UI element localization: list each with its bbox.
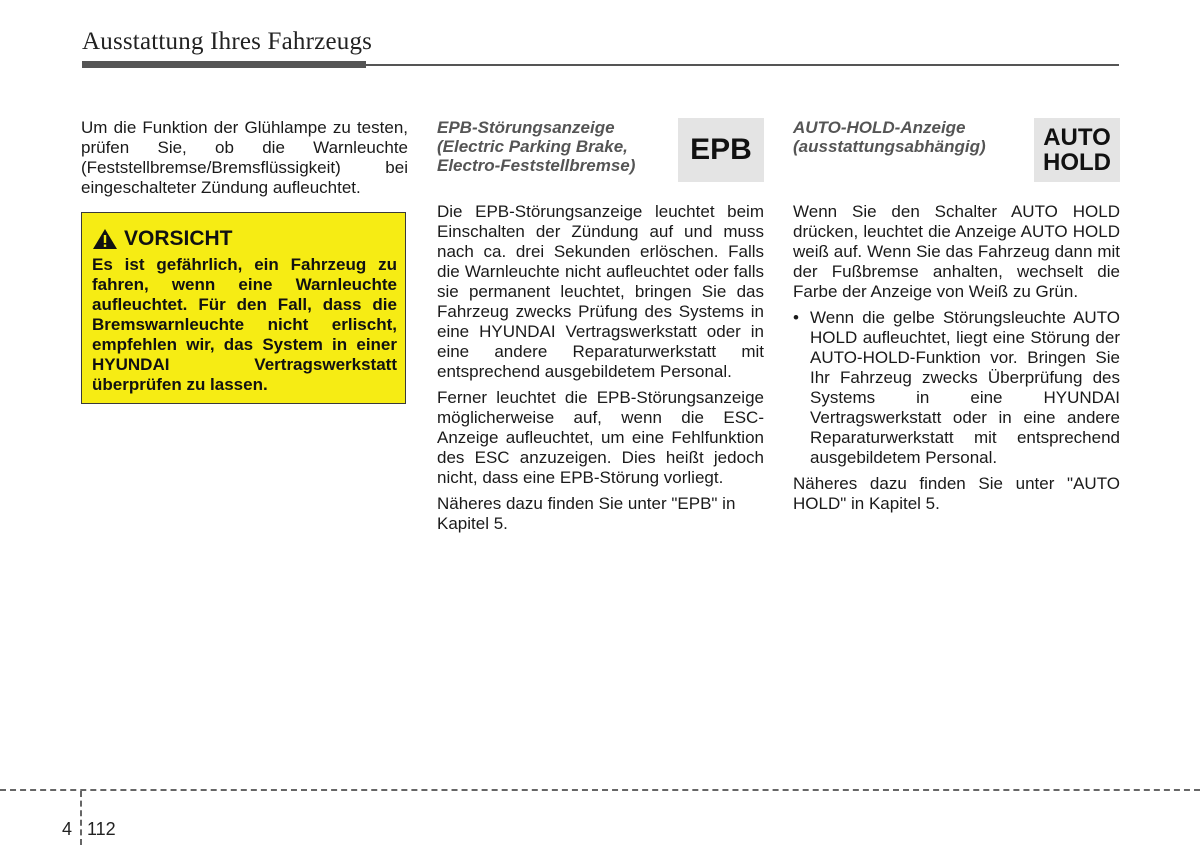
page-number: 112 [87,819,116,839]
header-rule-thin [366,64,1119,66]
footer-dashed-rule [0,789,1200,791]
header-rule-thick [82,61,366,68]
warning-box [81,212,406,404]
autohold-bullet-item [793,308,1120,468]
chapter-number: 4 [62,819,73,839]
epb-paragraph-2: Ferner leuchtet die EPB-Störungsanzeige möglicherweise auf, wenn die ESC-Anzeige aufleuchtet, um eine Fehlfunktion des ESC anzuzeigen. Dies heißt jedoch nicht, dass eine EPB-Störung vorliegt. [437,388,764,487]
column-1 [81,118,408,204]
footer-dashed-divider [80,791,82,845]
warning-header [92,227,233,251]
epb-indicator-icon: EPB [678,118,764,182]
autohold-indicator-line1: AUTO [1043,124,1111,151]
warning-triangle-icon [92,228,118,250]
column-2 [437,202,764,540]
bullet-mark: • [793,308,799,327]
warning-text: Es ist gefährlich, ein Fahrzeug zu fahren, wenn eine Warnleuchte aufleuchtet. Für den Fall, dass die Bremswarnleuchte nicht erlischt, empfehlen wir, das System in einer HYUNDAI Vertragswerkstatt überprüfen zu lassen. [92,255,397,394]
epb-paragraph-1: Die EPB-Störungsanzeige leuchtet beim Einschalten der Zündung auf und muss nach ca. drei Sekunden erlöschen. Falls die Warnleuchte nicht aufleuchtet oder falls sie permanent leuchtet, bringen Sie das Fahrzeug zwecks Prüfung des Systems in eine HYUNDAI Vertragswerkstatt oder in eine andere Reparaturwerkstatt mit entsprechend ausgebildetem Personal. [437,202,764,381]
autohold-paragraph-2: Näheres dazu finden Sie unter "AUTO HOLD" in Kapitel 5. [793,474,1120,513]
autohold-heading: AUTO-HOLD-Anzeige (ausstattungsabhängig) [793,118,986,156]
autohold-indicator-icon [1034,118,1120,182]
page-header-title: Ausstattung Ihres Fahrzeugs [82,28,373,55]
epb-paragraph-3: Näheres dazu finden Sie unter "EPB" in Kapitel 5. [437,494,736,533]
intro-paragraph: Um die Funktion der Glühlampe zu testen, prüfen Sie, ob die Warnleuchte (Feststellbremse/Bremsflüssigkeit) bei eingeschalteter Zündung aufleuchtet. [81,118,408,197]
column-3 [793,202,1120,520]
autohold-paragraph-1: Wenn Sie den Schalter AUTO HOLD drücken, leuchtet die Anzeige AUTO HOLD weiß auf. Wenn Sie das Fahrzeug dann mit der Fußbremse anhalten, wechselt die Farbe der Anzeige von Weiß zu Grün. [793,202,1120,301]
epb-heading: EPB-Störungsanzeige (Electric Parking Brake, Electro-Feststellbremse) [437,118,636,175]
autohold-indicator-line2: HOLD [1043,149,1111,176]
autohold-bullet-text: Wenn die gelbe Störungsleuchte AUTO HOLD aufleuchtet, liegt eine Störung der AUTO-HOLD-Funktion vor. Bringen Sie Ihr Fahrzeug zwecks Überprüfung des Systems in eine HYUNDAI Vertragswerkstatt oder in eine andere Reparaturwerkstatt mit entsprechend ausgebildetem Personal. [810,308,1120,467]
warning-title: VORSICHT [124,227,233,250]
